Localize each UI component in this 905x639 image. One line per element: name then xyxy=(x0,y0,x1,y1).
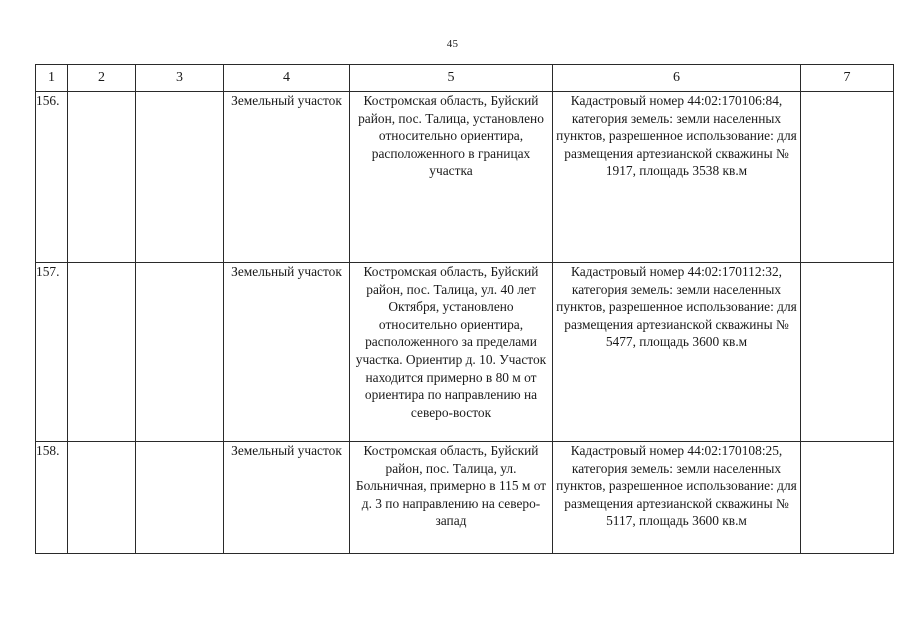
column-header-5: 5 xyxy=(350,65,553,92)
column-header-7: 7 xyxy=(801,65,894,92)
row-number: 157. xyxy=(36,263,68,442)
table-row xyxy=(36,263,894,442)
cell-col7 xyxy=(801,92,894,263)
column-header-3: 3 xyxy=(136,65,224,92)
property-address: Костромская область, Буйский район, пос. Талица, ул. Больничная, примерно в 115 м от д. 3 по направлению на северо-запад xyxy=(350,442,553,554)
cell-col3 xyxy=(136,263,224,442)
row-number: 156. xyxy=(36,92,68,263)
cell-col7 xyxy=(801,263,894,442)
cell-col3 xyxy=(136,92,224,263)
table-row xyxy=(36,92,894,263)
column-header-4: 4 xyxy=(224,65,350,92)
cell-col2 xyxy=(68,92,136,263)
property-details: Кадастровый номер 44:02:170106:84, категория земель: земли населенных пунктов, разрешенное использование: для размещения артезианской скважины № 1917, площадь 3538 кв.м xyxy=(553,92,801,263)
table-row xyxy=(36,442,894,554)
cell-col3 xyxy=(136,442,224,554)
cell-col7 xyxy=(801,442,894,554)
property-details: Кадастровый номер 44:02:170112:32, категория земель: земли населенных пунктов, разрешенное использование: для размещения артезианской скважины № 5477, площадь 3600 кв.м xyxy=(553,263,801,442)
cell-col2 xyxy=(68,263,136,442)
property-details: Кадастровый номер 44:02:170108:25, категория земель: земли населенных пунктов, разрешенное использование: для размещения артезианской скважины № 5117, площадь 3600 кв.м xyxy=(553,442,801,554)
property-registry-table xyxy=(35,64,894,554)
column-header-1: 1 xyxy=(36,65,68,92)
header-row xyxy=(36,65,894,92)
row-number: 158. xyxy=(36,442,68,554)
cell-col2 xyxy=(68,442,136,554)
property-type: Земельный участок xyxy=(224,442,350,554)
column-header-2: 2 xyxy=(68,65,136,92)
page-number: 45 xyxy=(446,38,459,50)
column-header-6: 6 xyxy=(553,65,801,92)
property-type: Земельный участок xyxy=(224,263,350,442)
property-address: Костромская область, Буйский район, пос. Талица, ул. 40 лет Октября, установлено относительно ориентира, расположенного за пределами участка. Ориентир д. 10. Участок находится примерно в 80 м от ориентира по направлению на северо-восток xyxy=(350,263,553,442)
property-type: Земельный участок xyxy=(224,92,350,263)
property-address: Костромская область, Буйский район, пос. Талица, установлено относительно ориентира, расположенного в границах участка xyxy=(350,92,553,263)
